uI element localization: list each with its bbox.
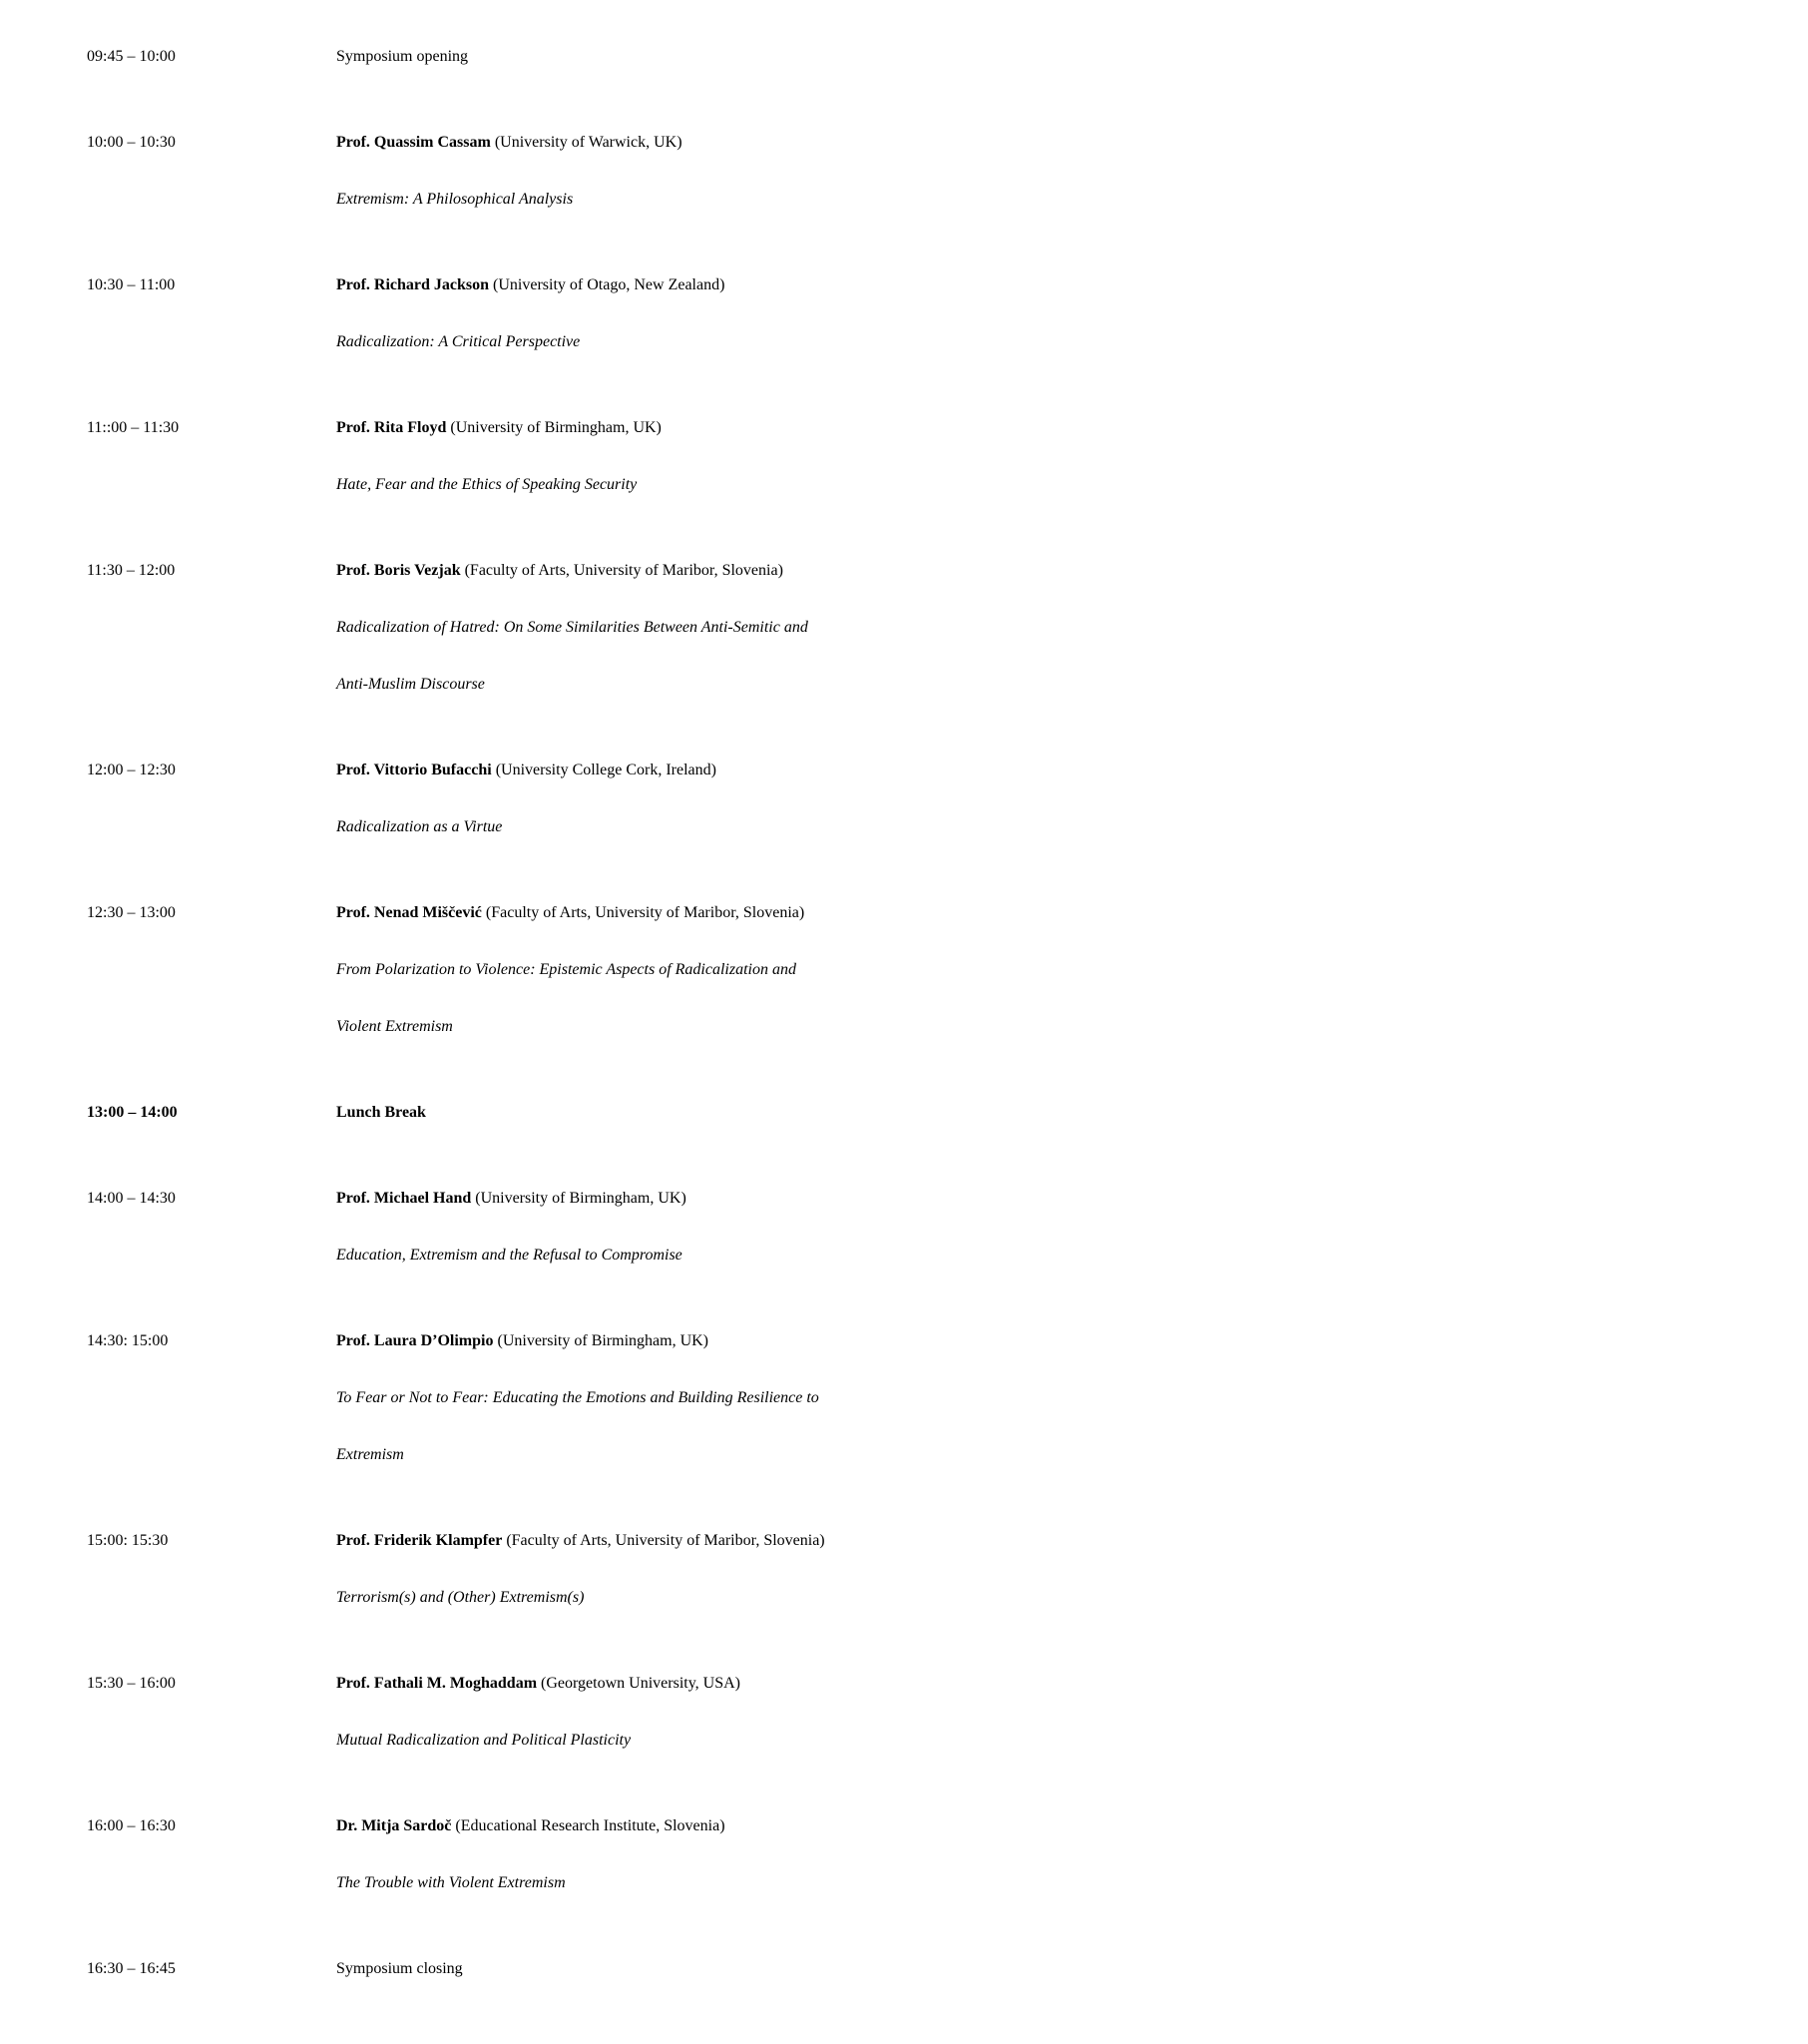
entry-content (336, 28, 1768, 85)
entry-heading (336, 1170, 1768, 1227)
speaker-name: Prof. Friderik Klampfer (336, 1532, 503, 1549)
entry-content (336, 542, 1768, 713)
talk-title-line: Anti-Muslim Discourse (336, 676, 485, 693)
entry-content (336, 256, 1768, 370)
speaker-affiliation: (University of Birmingham, UK) (493, 1332, 709, 1349)
entry-heading (336, 399, 1768, 456)
event-label: Lunch Break (336, 1104, 426, 1121)
entry-heading (336, 1940, 1768, 1997)
talk-title-line: Mutual Radicalization and Political Plasticity (336, 1732, 632, 1749)
entry-content (336, 1512, 1768, 1626)
schedule-row (87, 884, 1768, 1055)
time-range: 12:00 – 12:30 (87, 762, 176, 778)
speaker-affiliation: (University College Cork, Ireland) (491, 762, 716, 778)
speaker-affiliation: (Faculty of Arts, University of Maribor, Slovenia) (481, 904, 805, 921)
entry-content (336, 114, 1768, 228)
time-range: 16:30 – 16:45 (87, 1960, 176, 1977)
talk-title-line: Extremism (336, 1446, 404, 1463)
entry-heading (336, 1655, 1768, 1712)
time-range: 10:30 – 11:00 (87, 276, 176, 293)
entry-heading (336, 114, 1768, 171)
time-range: 09:45 – 10:00 (87, 48, 176, 65)
speaker-name: Prof. Nenad Miščević (336, 904, 482, 921)
speaker-affiliation: (University of Birmingham, UK) (446, 419, 662, 436)
speaker-affiliation: (University of Otago, New Zealand) (489, 276, 725, 293)
time-range: 12:30 – 13:00 (87, 904, 176, 921)
talk-title-line: The Trouble with Violent Extremism (336, 1874, 566, 1891)
talk-title-line: Radicalization: A Critical Perspective (336, 333, 581, 350)
entry-heading (336, 1797, 1768, 1854)
entry-content (336, 399, 1768, 513)
entry-heading (336, 1312, 1768, 1369)
schedule-row (87, 1170, 1768, 1283)
talk-title-line: Education, Extremism and the Refusal to Compromise (336, 1247, 682, 1264)
entry-heading (336, 256, 1768, 313)
speaker-name: Prof. Rita Floyd (336, 419, 447, 436)
talk-title-line: Hate, Fear and the Ethics of Speaking Security (336, 476, 638, 493)
entry-heading (336, 1084, 1768, 1141)
time-range: 13:00 – 14:00 (87, 1104, 178, 1121)
speaker-name: Prof. Richard Jackson (336, 276, 490, 293)
time-range: 15:30 – 16:00 (87, 1675, 176, 1692)
schedule-row (87, 1512, 1768, 1626)
talk-title-line: Terrorism(s) and (Other) Extremism(s) (336, 1589, 585, 1606)
entry-heading (336, 884, 1768, 941)
schedule-row (87, 399, 1768, 513)
event-label: Symposium closing (336, 1960, 463, 1977)
talk-title-line: Radicalization of Hatred: On Some Similarities Between Anti-Semitic and (336, 619, 808, 636)
speaker-affiliation: (Georgetown University, USA) (537, 1675, 740, 1692)
entry-heading (336, 742, 1768, 798)
speaker-name: Prof. Vittorio Bufacchi (336, 762, 492, 778)
time-range: 10:00 – 10:30 (87, 134, 176, 151)
entry-heading (336, 28, 1768, 85)
entry-content (336, 1312, 1768, 1483)
speaker-name: Prof. Michael Hand (336, 1190, 472, 1207)
schedule-row (87, 1312, 1768, 1483)
speaker-name: Prof. Laura D’Olimpio (336, 1332, 494, 1349)
speaker-name: Prof. Quassim Cassam (336, 134, 491, 151)
time-range: 11::00 – 11:30 (87, 419, 180, 436)
time-range: 11:30 – 12:00 (87, 562, 176, 579)
speaker-affiliation: (Faculty of Arts, University of Maribor, Slovenia) (502, 1532, 825, 1549)
speaker-affiliation: (University of Birmingham, UK) (471, 1190, 686, 1207)
schedule-row (87, 742, 1768, 855)
speaker-name: Prof. Fathali M. Moghaddam (336, 1675, 538, 1692)
time-range: 15:00: 15:30 (87, 1532, 169, 1549)
schedule-row (87, 1655, 1768, 1769)
time-range: 14:00 – 14:30 (87, 1190, 176, 1207)
entry-content (336, 742, 1768, 855)
schedule-row (87, 114, 1768, 228)
entry-heading (336, 1512, 1768, 1569)
speaker-affiliation: (University of Warwick, UK) (490, 134, 682, 151)
schedule-row (87, 28, 1768, 85)
talk-title-line: From Polarization to Violence: Epistemic Aspects of Radicalization and (336, 961, 796, 978)
speaker-affiliation: (Educational Research Institute, Slovenia) (451, 1817, 725, 1834)
speaker-affiliation: (Faculty of Arts, University of Maribor, Slovenia) (460, 562, 783, 579)
entry-content (336, 1170, 1768, 1283)
speaker-name: Dr. Mitja Sardoč (336, 1817, 452, 1834)
talk-title-line: To Fear or Not to Fear: Educating the Emotions and Building Resilience to (336, 1389, 819, 1406)
entry-heading (336, 542, 1768, 599)
time-range: 16:00 – 16:30 (87, 1817, 176, 1834)
schedule-row (87, 1940, 1768, 1997)
talk-title-line: Extremism: A Philosophical Analysis (336, 191, 574, 208)
talk-title-line: Radicalization as a Virtue (336, 818, 503, 835)
entry-content (336, 1797, 1768, 1911)
entry-content (336, 1084, 1768, 1141)
schedule-row (87, 1797, 1768, 1911)
schedule-row (87, 256, 1768, 370)
entry-content (336, 884, 1768, 1055)
talk-title-line: Violent Extremism (336, 1018, 453, 1035)
schedule-row (87, 542, 1768, 713)
entry-content (336, 1655, 1768, 1769)
time-range: 14:30: 15:00 (87, 1332, 169, 1349)
schedule-row (87, 1084, 1768, 1141)
entry-content (336, 1940, 1768, 1997)
event-label: Symposium opening (336, 48, 469, 65)
speaker-name: Prof. Boris Vezjak (336, 562, 461, 579)
